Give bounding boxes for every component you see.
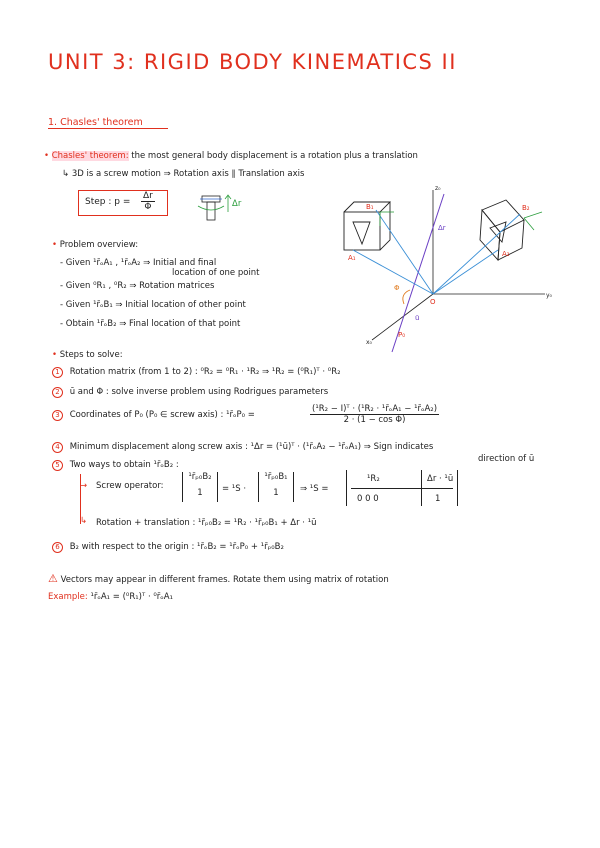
step-1 xyxy=(52,367,341,378)
step-2 xyxy=(52,387,328,398)
bullet-icon: • xyxy=(44,151,50,161)
warning-icon: ⚠ xyxy=(48,572,58,585)
page-title: UNIT 3: RIGID BODY KINEMATICS II xyxy=(48,50,457,74)
step-1-text: Rotation matrix (from 1 to 2) : ⁰R₂ = ⁰R₁ · ¹R₂ ⇒ ¹R₂ = (⁰R₁)ᵀ · ⁰R₂ xyxy=(69,367,341,377)
label-z: z₀ xyxy=(435,185,441,192)
dash: - xyxy=(60,319,64,329)
label-dr: Δr xyxy=(438,224,446,232)
chasles-line xyxy=(44,151,418,161)
step-3-num: (¹R₂ − I)ᵀ · (¹R₂ · ¹r̄ₒA₁ − ¹r̄ₒA₂) xyxy=(312,404,438,414)
step-5 xyxy=(52,460,179,471)
screw-matrix-r: ¹R₂ xyxy=(367,474,380,484)
screw-operator-label: Screw operator: xyxy=(96,481,164,491)
step-num: Δr xyxy=(143,191,153,201)
overview-given: Given ⁰R₁ , ⁰R₂ ⇒ xyxy=(65,281,137,291)
step-number-4: 4 xyxy=(52,442,63,453)
label-a1: A₁ xyxy=(348,254,356,262)
label-x: x₀ xyxy=(366,339,372,346)
step-3-den: 2 · (1 − cos Φ) xyxy=(343,415,406,425)
step-box xyxy=(78,190,168,216)
v1-top: ¹r̄ₚ₀B₂ xyxy=(188,472,212,482)
step-4 xyxy=(52,442,433,453)
v1-one: 1 xyxy=(197,488,203,498)
v2-top: ¹r̄ₚ₀B₁ xyxy=(264,472,288,482)
step-lhs: Step : p = xyxy=(85,197,131,207)
arrow-icon: → xyxy=(80,481,88,491)
vector-oa2 xyxy=(433,250,498,294)
step-2-text: ū and Φ : solve inverse problem using Rodrigues parameters xyxy=(69,387,329,397)
arrow-icon: ↳ xyxy=(80,516,88,526)
eq-s: = ¹S · xyxy=(222,484,247,494)
label-p0: P₀ xyxy=(398,331,406,339)
step-number-2: 2 xyxy=(52,387,63,398)
overview-item xyxy=(60,281,214,291)
label-u: ū xyxy=(415,314,420,322)
step-3 xyxy=(52,410,255,421)
steps-heading: Steps to solve: xyxy=(59,350,123,360)
step-3-label: Coordinates of P₀ (P₀ ∈ screw axis) : ¹r̄ₒP₀ = xyxy=(69,410,255,420)
overview-item xyxy=(60,300,246,310)
bullet-icon: • xyxy=(52,350,58,360)
vector-oa1 xyxy=(353,250,433,294)
screw-icon xyxy=(196,190,256,230)
step-3-fraction xyxy=(310,404,439,425)
v2-one: 1 xyxy=(273,488,279,498)
step-4-b: direction of ū xyxy=(478,454,535,464)
rotation-translation: Rotation + translation : ¹r̄ₚ₀B₂ = ¹R₂ · ¹r̄ₚ₀B₁ + Δr · ¹ū xyxy=(96,518,317,528)
example-text: ¹r̄ₒA₁ = (⁰R₁)ᵀ · ⁰r̄ₒA₁ xyxy=(90,592,173,602)
overview-desc: Final location of that point xyxy=(129,319,241,329)
step-number-5: 5 xyxy=(52,460,63,471)
step-fraction xyxy=(141,191,155,212)
screw-matrix-one: 1 xyxy=(435,494,441,504)
overview-desc: Initial and final xyxy=(153,258,217,268)
step-number-1: 1 xyxy=(52,367,63,378)
step-6-text: B₂ with respect to the origin : ¹r̄ₒB₂ = ¹r̄ₒP₀ + ¹r̄ₚ₀B₂ xyxy=(69,542,284,552)
chasles-label: Chasles' theorem: xyxy=(51,151,129,161)
step-den: Φ xyxy=(144,202,152,212)
warning-line xyxy=(48,572,389,585)
step-number-3: 3 xyxy=(52,410,63,421)
label-a2: A₂ xyxy=(502,250,510,258)
dash: - xyxy=(60,258,64,268)
bullet-icon: • xyxy=(52,240,58,250)
step-5-text: Two ways to obtain ¹r̄ₒB₂ : xyxy=(69,460,179,470)
screw-matrix-zeros: 0 0 0 xyxy=(357,494,379,504)
overview-item xyxy=(60,319,240,329)
overview-desc: Rotation matrices xyxy=(139,281,215,291)
dash: - xyxy=(60,281,64,291)
overview-given: Given ¹r̄ₒA₁ , ¹r̄ₒA₂ ⇒ xyxy=(65,258,151,268)
label-b1: B₁ xyxy=(366,203,374,211)
screw-matrix-dr: Δr · ¹ū xyxy=(427,474,454,484)
overview-desc-2: location of one point xyxy=(172,268,260,278)
chasles-sub-text: 3D is a screw motion ⇒ Rotation axis ∥ Translation axis xyxy=(71,169,305,179)
label-phi: Φ xyxy=(394,284,400,292)
overview-heading-line xyxy=(52,240,138,250)
chasles-sub xyxy=(62,169,304,179)
screw-axis xyxy=(392,194,444,352)
overview-heading: Problem overview: xyxy=(59,240,139,250)
step-delta-r: Δr xyxy=(232,199,242,209)
label-b2: B₂ xyxy=(522,204,530,212)
step-number-6: 6 xyxy=(52,542,63,553)
vector-matrix-2 xyxy=(258,472,294,502)
screw-matrix xyxy=(346,470,458,506)
warning-text: Vectors may appear in different frames. Rotate them using matrix of rotation xyxy=(60,575,389,585)
overview-given: Obtain ¹r̄ₒB₂ ⇒ xyxy=(65,319,127,329)
chasles-text: the most general body displacement is a rotation plus a translation xyxy=(131,151,418,161)
section-heading: 1. Chasles' theorem xyxy=(48,117,143,128)
step-6 xyxy=(52,542,284,553)
dash: - xyxy=(60,300,64,310)
steps-heading-line xyxy=(52,350,123,360)
overview-item xyxy=(60,258,216,268)
label-y: y₀ xyxy=(546,292,552,299)
overview-given: Given ¹r̄ₒB₁ ⇒ xyxy=(65,300,123,310)
section-underline xyxy=(48,128,168,129)
step-4-text: Minimum displacement along screw axis : ¹Δr = (¹ū)ᵀ · (¹r̄ₒA₂ − ¹r̄ₒA₁) ⇒ Sign indicates xyxy=(69,442,434,452)
example-line xyxy=(48,592,173,602)
overview-desc: Initial location of other point xyxy=(125,300,246,310)
screw-motion-diagram xyxy=(320,182,570,362)
label-o: O xyxy=(430,298,436,306)
example-label: Example: xyxy=(48,592,88,602)
s-def: ⇒ ¹S = xyxy=(300,484,329,494)
vector-matrix-1 xyxy=(182,472,218,502)
arrow-return-icon: ↳ xyxy=(62,169,70,179)
